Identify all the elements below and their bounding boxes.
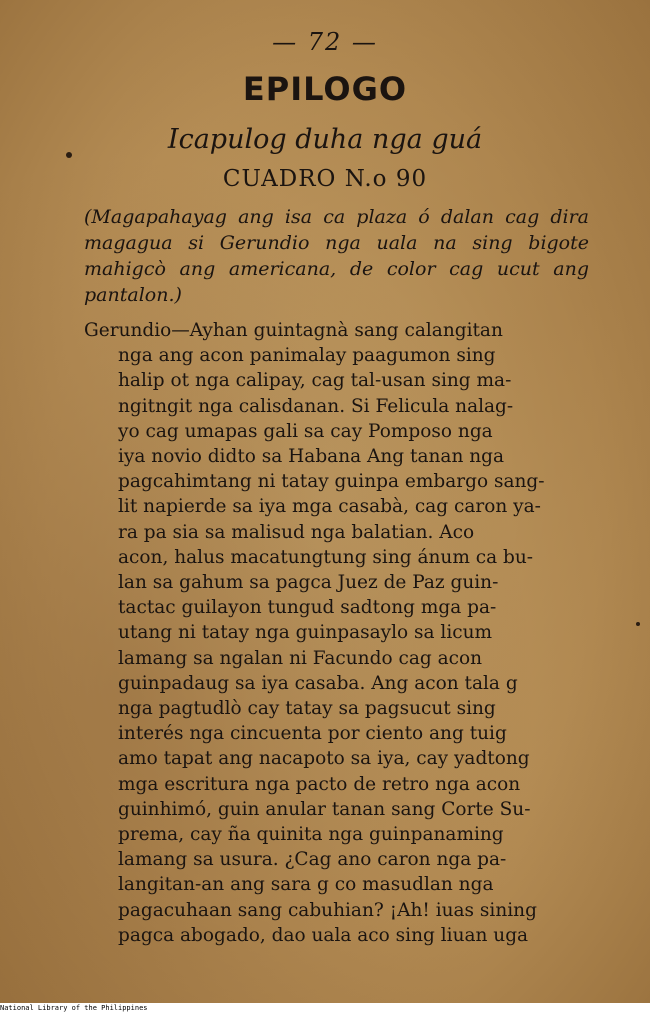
ink-spot (636, 622, 640, 626)
dialogue-line: ra pa sia sa malisud nga balatian. Aco (118, 521, 475, 543)
cuadro-heading: CUADRO N.o 90 (222, 166, 428, 192)
ink-spot (66, 152, 72, 158)
dialogue-line: nga ang acon panimalay paagumon sing (118, 345, 496, 367)
page-number: — 72 — (272, 28, 378, 56)
dialogue-line: yo cag umapas gali sa cay Pomposo nga (118, 420, 493, 442)
dialogue-line: nga pagtudlò cay tatay sa pagsucut sing (118, 698, 496, 720)
stage-direction: (Magapahayag ang isa ca plaza ó dalan cag dira magagua si Gerundio nga uala na sing bigote mahigcò ang americana, de color cag ucut ang pantalon.) (84, 206, 589, 306)
dialogue-line: lamang sa ngalan ni Facundo cag acon (118, 647, 483, 669)
dialogue-line: lit napierde sa iya mga casabà, cag caron ya- (118, 496, 541, 518)
dialogue-line: interés nga cincuenta por ciento ang tuig (118, 723, 507, 745)
dialogue-line: lamang sa usura. ¿Cag ano caron nga pa- (118, 849, 507, 871)
dialogue-text (84, 318, 589, 948)
dialogue-line: guinpadaug sa iya casaba. Ang acon tala g (118, 672, 518, 694)
dialogue-line: Gerundio—Ayhan guintagnà sang calangitan (84, 320, 503, 341)
dialogue-line: langitan-an ang sara g co masudlan nga (118, 874, 494, 896)
dialogue-line: halip ot nga calipay, cag tal-usan sing ma- (118, 370, 512, 392)
footer-credit: National Library of the Philippines (0, 1003, 650, 1013)
dialogue-line: ngitngit nga calisdanan. Si Felicula nalag- (118, 395, 514, 417)
dialogue-line: pagacuhaan sang cabuhian? ¡Ah! iuas sining (118, 899, 537, 921)
page-subtitle: Icapulog duha nga guá (167, 124, 483, 155)
page-title: EPILOGO (242, 70, 408, 108)
dialogue-line: mga escritura nga pacto de retro nga acon (118, 773, 521, 795)
dialogue-line: lan sa gahum sa pagca Juez de Paz guin- (118, 572, 499, 594)
dialogue-line: guinhimó, guin anular tanan sang Corte Su- (118, 798, 531, 820)
dialogue-line: utang ni tatay nga guinpasaylo sa licum (118, 622, 493, 644)
dialogue-line: iya novio didto sa Habana Ang tanan nga (118, 446, 505, 468)
dialogue-line: prema, cay ña quinita nga guinpanaming (118, 824, 504, 846)
dialogue-line: pagca abogado, dao uala aco sing liuan uga (118, 924, 529, 946)
dialogue-line: pagcahimtang ni tatay guinpa embargo sang- (118, 471, 545, 493)
dialogue-line: tactac guilayon tungud sadtong mga pa- (118, 597, 497, 619)
dialogue-line: amo tapat ang nacapoto sa iya, cay yadtong (118, 748, 530, 770)
dialogue-line: acon, halus macatungtung sing ánum ca bu- (118, 546, 534, 568)
